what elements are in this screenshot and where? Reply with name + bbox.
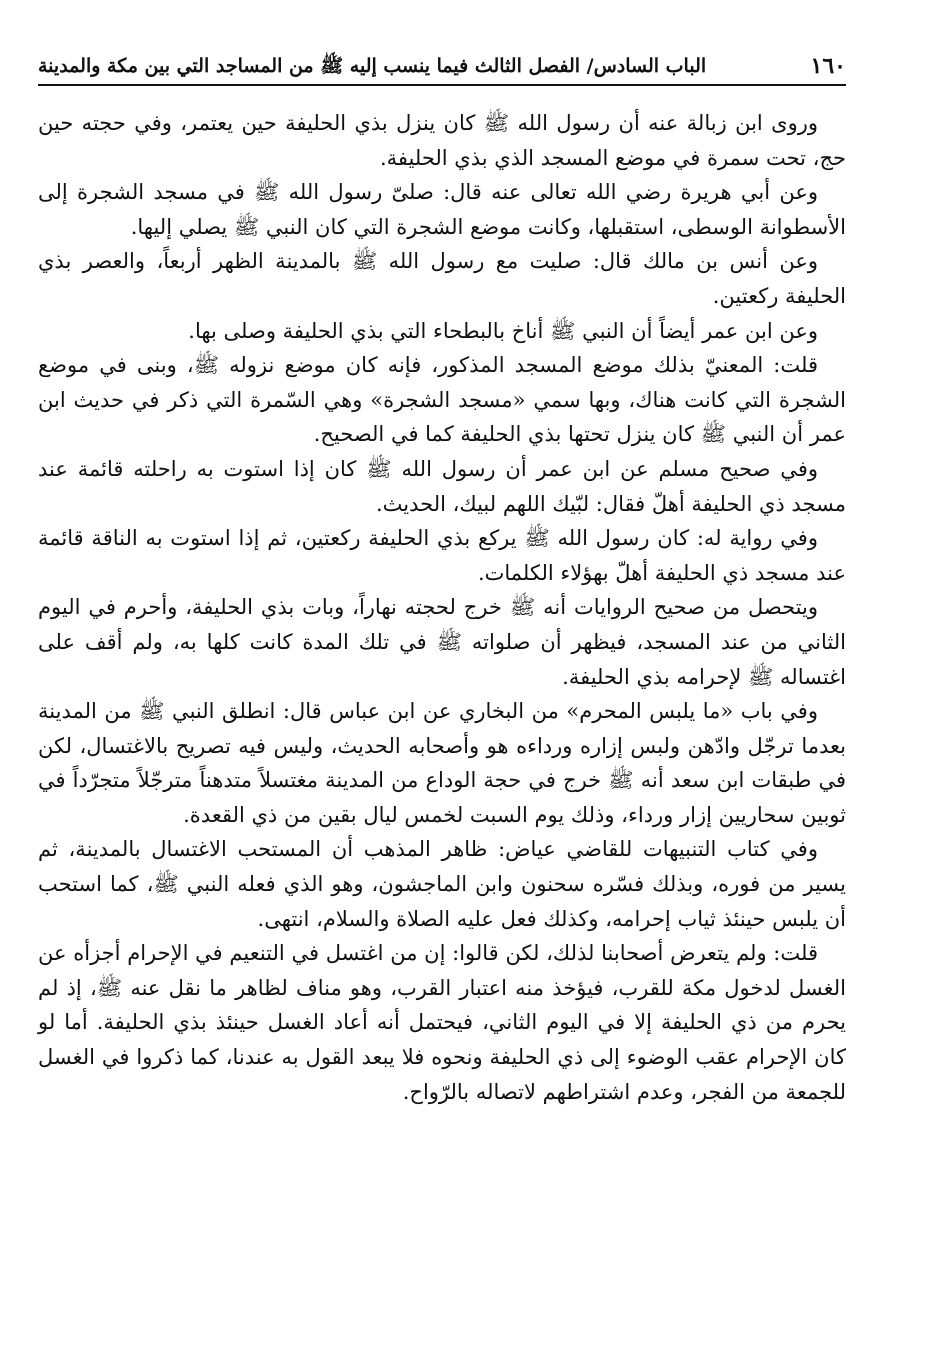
- paragraph: وعن ابن عمر أيضاً أن النبي ﷺ أناخ بالبطحاء التي بذي الحليفة وصلى بها.: [188, 318, 818, 343]
- running-header: [38, 52, 846, 86]
- paragraph: وفي صحيح مسلم عن ابن عمر أن رسول الله ﷺ كان إذا استوت به راحلته قائمة عند مسجد ذي الحليفة أهلّ فقال: لبّيك اللهم لبيك، الحديث.: [38, 456, 846, 516]
- paragraph: وروى ابن زبالة عنه أن رسول الله ﷺ كان ينزل بذي الحليفة حين يعتمر، وفي حجته حين حج، تحت سمرة في موضع المسجد الذي بذي الحليفة.: [38, 111, 846, 170]
- paragraph: وفي كتاب التنبيهات للقاضي عياض: ظاهر المذهب أن المستحب الاغتسال بالمدينة، ثم يسير من فوره، وبذلك فسّره سحنون وابن الماجشون، وهو الذي فعله النبي ﷺ، كما استحب أن يلبس حينئذ ثياب إحرامه، وكذلك فعل عليه الصلاة والسلام، انتهى.: [38, 837, 846, 931]
- book-page: [38, 52, 846, 1109]
- paragraph: ويتحصل من صحيح الروايات أنه ﷺ خرج لحجته نهاراً، وبات بذي الحليفة، وأحرم في اليوم الثاني من عند المسجد، فيظهر أن صلواته ﷺ في تلك المدة كانت كلها به، ولم أقف على اغتساله ﷺ لإحرامه بذي الحليفة.: [38, 595, 846, 689]
- paragraph: وعن أنس بن مالك قال: صليت مع رسول الله ﷺ بالمدينة الظهر أربعاً، والعصر بذي الحليفة ركعتين.: [38, 249, 846, 308]
- body-text: [38, 106, 846, 1109]
- page-number: ١٦٠: [810, 53, 846, 79]
- paragraph: قلت: ولم يتعرض أصحابنا لذلك، لكن قالوا: إن من اغتسل في التنعيم في الإحرام أجزأه عن الغسل لدخول مكة للقرب، فيؤخذ منه اعتبار القرب، وهو مناف لظاهر ما نقل عنه ﷺ، إذ لم يحرم من ذي الحليفة إلا في اليوم الثاني، فيحتمل أنه أعاد الغسل حينئذ بذي الحليفة. أما لو كان الإحرام عقب الوضوء إلى ذي الحليفة ونحوه فلا يبعد القول به عندنا، كما ذكروا في الغسل للجمعة من الفجر، وعدم اشتراطهم لاتصاله بالرّواح.: [38, 941, 846, 1104]
- paragraph: وفي باب «ما يلبس المحرم» من البخاري عن ابن عباس قال: انطلق النبي ﷺ من المدينة بعدما ترجّل وادّهن ولبس إزاره ورداءه هو وأصحابه الحديث، وليس فيه تصريح بالاغتسال، لكن في طبقات ابن سعد أنه ﷺ خرج في حجة الوداع من المدينة مغتسلاً متدهناً مترجّلاً متجرّداً في ثوبين سحاريين إزار ورداء، وذلك يوم السبت لخمس ليال بقين من ذي القعدة.: [38, 699, 846, 827]
- paragraph: وعن أبي هريرة رضي الله تعالى عنه قال: صلىّ رسول الله ﷺ في مسجد الشجرة إلى الأسطوانة الوسطى، استقبلها، وكانت موضع الشجرة التي كان النبي ﷺ يصلي إليها.: [38, 180, 846, 239]
- paragraph: قلت: المعنيّ بذلك موضع المسجد المذكور، فإنه كان موضع نزوله ﷺ، وبنى في موضع الشجرة التي كانت هناك، وبها سمي «مسجد الشجرة» وهي السّمرة التي ذكر في حديث ابن عمر أن النبي ﷺ كان ينزل تحتها بذي الحليفة كما في الصحيح.: [38, 353, 846, 447]
- chapter-title: الباب السادس/ الفصل الثالث فيما ينسب إليه ﷺ من المساجد التي بين مكة والمدينة: [38, 55, 707, 77]
- paragraph: وفي رواية له: كان رسول الله ﷺ يركع بذي الحليفة ركعتين، ثم إذا استوت به الناقة قائمة عند مسجد ذي الحليفة أهلّ بهؤلاء الكلمات.: [38, 526, 846, 585]
